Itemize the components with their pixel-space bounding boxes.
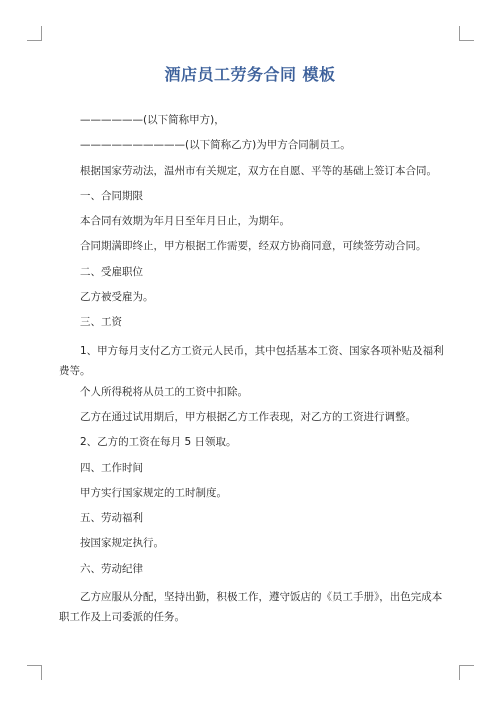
paragraph-party-a: ——————(以下简称甲方)， bbox=[80, 114, 225, 126]
section-heading-discipline: 六、劳动纪律 bbox=[80, 562, 143, 575]
section-heading-position: 二、受雇职位 bbox=[80, 265, 143, 278]
crop-mark-bottom-right bbox=[459, 665, 474, 680]
crop-mark-top-left bbox=[27, 26, 42, 41]
section-heading-benefits: 五、劳动福利 bbox=[80, 512, 143, 525]
paragraph-party-b: ——————————(以下简称乙方)为甲方合同制员工。 bbox=[80, 139, 351, 152]
paragraph-discipline: 乙方应服从分配，坚持出勤，积极工作，遵守饭店的《员工手册》，出色完成本职工作及上司委派的任务。 bbox=[59, 591, 443, 624]
crop-mark-bottom-left bbox=[27, 665, 42, 680]
paragraph-benefits: 按国家规定执行。 bbox=[80, 537, 164, 550]
crop-mark-top-right bbox=[459, 26, 474, 41]
paragraph-wages-tax: 个人所得税将从员工的工资中扣除。 bbox=[80, 385, 248, 398]
section-heading-wages: 三、工资 bbox=[80, 316, 122, 329]
paragraph-hours: 甲方实行国家规定的工时制度。 bbox=[80, 486, 227, 499]
document-title: 酒店员工劳务合同 模板 bbox=[164, 65, 336, 84]
paragraph-wages-adjustment: 乙方在通过试用期后，甲方根据乙方工作表现，对乙方的工资进行调整。 bbox=[80, 410, 416, 423]
document-body bbox=[59, 113, 451, 631]
section-heading-term: 一、合同期限 bbox=[80, 189, 143, 202]
paragraph-wages-monthly: 1、甲方每月支付乙方工资元人民币，其中包括基本工资、国家各项补贴及福利费等。 bbox=[59, 344, 444, 377]
paragraph-term-renewal: 合同期满即终止，甲方根据工作需要，经双方协商同意，可续签劳动合同。 bbox=[80, 240, 427, 253]
paragraph-wages-payday: 2、乙方的工资在每月 5 日领取。 bbox=[80, 436, 237, 449]
paragraph-term-validity: 本合同有效期为年月日至年月日止，为期年。 bbox=[80, 215, 290, 228]
paragraph-basis: 根据国家劳动法，温州市有关规定，双方在自愿、平等的基础上签订本合同。 bbox=[80, 164, 437, 177]
section-heading-hours: 四、工作时间 bbox=[80, 461, 143, 474]
paragraph-position: 乙方被受雇为。 bbox=[80, 291, 154, 304]
